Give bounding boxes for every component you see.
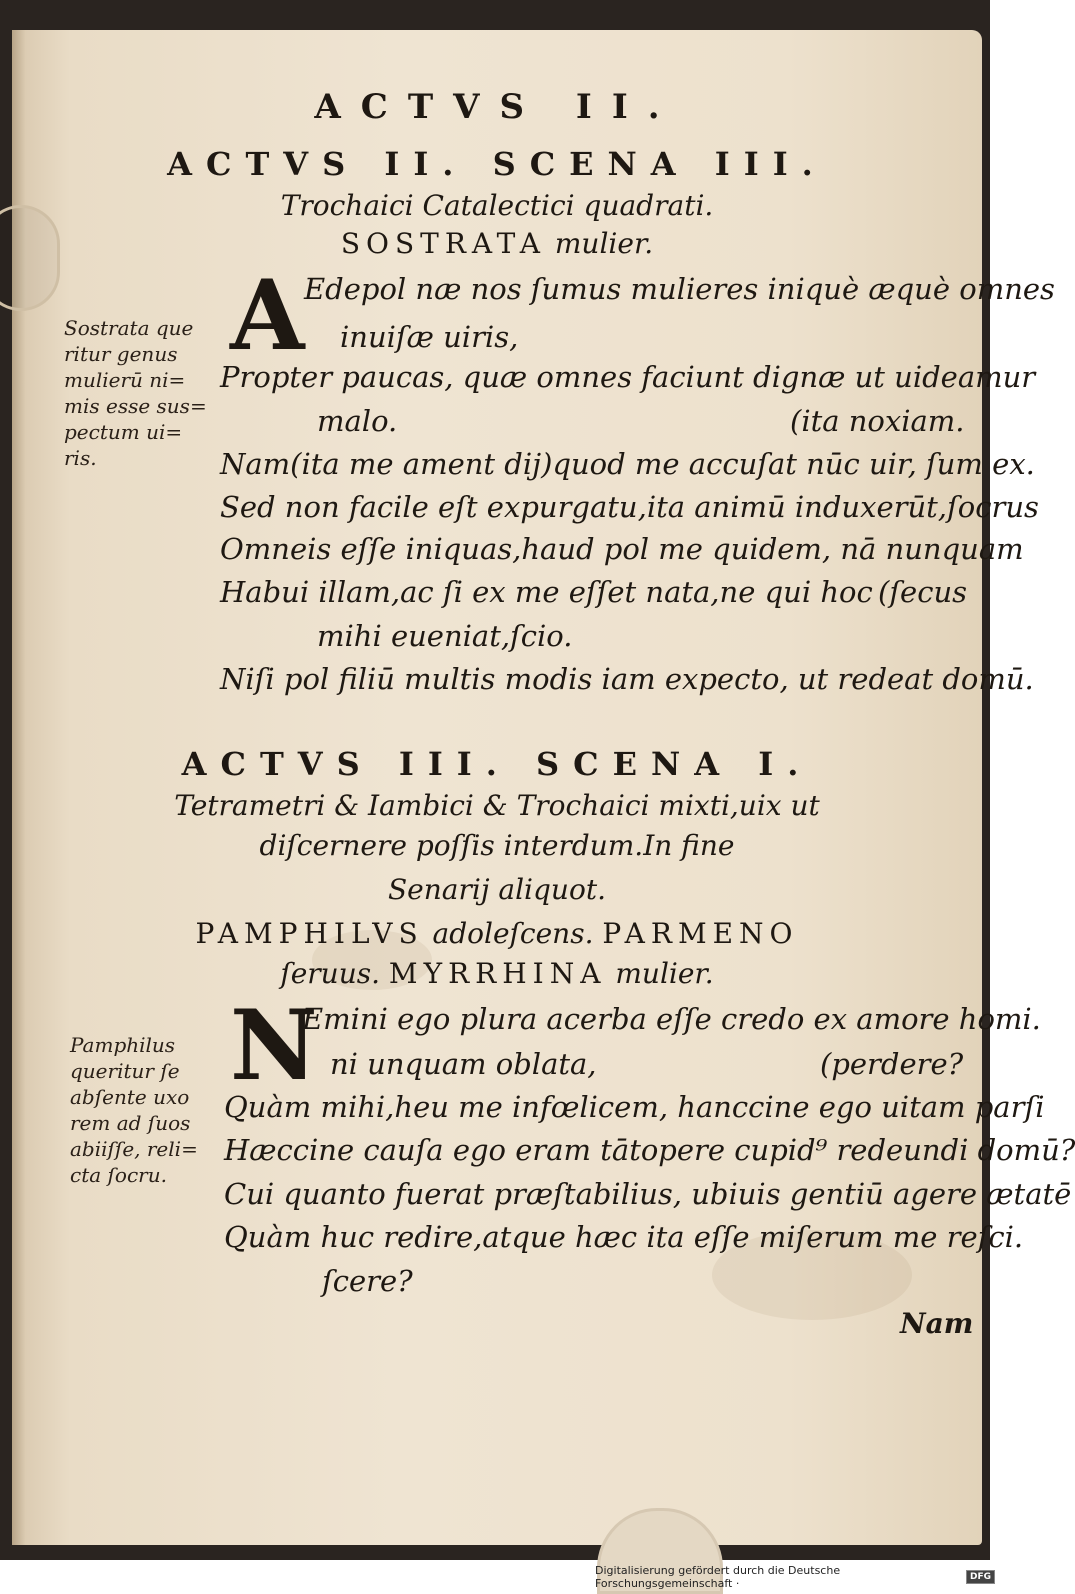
scene1-margin-note: [64, 315, 207, 471]
scene2-persons: [12, 917, 982, 950]
verse-line: Sed non facile eſt expurgatu,ita animū induxerūt,ſocrus: [220, 490, 1039, 524]
book-page: [12, 30, 1075, 1545]
verse-line: Emini ego plura acerba eſſe credo ex amore homi.: [302, 1002, 1041, 1036]
clasp-left: [0, 205, 60, 311]
margin-line: pectum ui=: [64, 420, 183, 444]
footer-text: Digitalisierung gefördert durch die Deutsche Forschungsgemeinschaft ·: [595, 1564, 841, 1590]
verse-line: Nam(ita me ament dij)quod me accuſat nūc uir, ſum ex.: [220, 447, 1035, 481]
scene1-persons: [12, 227, 982, 260]
verse-line: ni unquam oblata,: [330, 1047, 597, 1081]
margin-line: ris.: [64, 446, 97, 470]
verse-line: (ita noxiam.: [790, 404, 965, 438]
verse-line: Habui illam,ac ſi ex me eſſet nata,ne qui hoc: [220, 575, 873, 609]
scene1-meter: Trochaici Catalectici quadrati.: [280, 189, 714, 222]
verse-line: Propter paucas, quæ omnes faciunt dignæ ut uideamur: [220, 360, 1036, 394]
margin-line: Pamphilus: [70, 1033, 176, 1057]
person-name: PAMPHILVS: [195, 917, 424, 950]
margin-line: ritur genus: [64, 342, 178, 366]
margin-line: mulierū ni=: [64, 368, 186, 392]
person-name: MYRRHINA: [388, 957, 607, 990]
speaker-name: SOSTRATA: [340, 227, 546, 260]
margin-line: Sostrata que: [64, 316, 194, 340]
verse-line: Quàm mihi,heu me infœlicem, hanccine ego uitam parſi: [224, 1090, 1045, 1124]
verse-line: inuiſæ uiris,: [340, 320, 519, 354]
verse-line: Edepol næ nos ſumus mulieres iniquè æquè omnes: [304, 272, 1055, 306]
person-role: mulier.: [615, 957, 714, 990]
scene2-persons: [12, 957, 982, 990]
margin-line: abſente uxo: [70, 1085, 190, 1109]
scene2-meter: diſcernere poſſis interdum.In fine: [259, 829, 735, 862]
catchword: Nam: [900, 1307, 974, 1340]
person-role: ſeruus.: [280, 957, 381, 990]
running-head: ACTVS II.: [314, 87, 680, 127]
margin-line: mis esse sus=: [64, 394, 207, 418]
verse-line: mihi eueniat,ſcio.: [317, 619, 573, 653]
dropcap-n: N: [230, 989, 318, 1102]
margin-line: cta ſocru.: [70, 1163, 167, 1187]
verse-line: Hæccine cauſa ego eram tātopere cupid⁹ redeundi domū?: [224, 1133, 1075, 1167]
dfg-logo: DFG: [966, 1570, 995, 1584]
verse-line: Niſi pol filiū multis modis iam expecto, ut redeat domū.: [220, 662, 1034, 696]
dropcap-a: A: [230, 259, 305, 372]
person-role: adoleſcens.: [432, 917, 594, 950]
verse-line: malo.: [317, 404, 398, 438]
scene2-heading: ACTVS III. SCENA I.: [181, 745, 813, 783]
person-name: PARMENO: [602, 917, 799, 950]
scene1-heading: ACTVS II. SCENA III.: [167, 145, 827, 183]
verse-line: Quàm huc redire,atque hæc ita eſſe miſerum me reſci.: [224, 1220, 1024, 1254]
footer-credit: [595, 1564, 995, 1590]
margin-line: queritur ſe: [70, 1059, 180, 1083]
verse-line: Cui quanto fuerat præſtabilius, ubiuis gentiū agere ætatē: [224, 1177, 1072, 1211]
verse-line: Omneis eſſe iniquas,haud pol me quidem, nā nunquam: [220, 532, 1024, 566]
margin-line: rem ad ſuos: [70, 1111, 191, 1135]
scene2-meter: Senarij aliquot.: [388, 873, 606, 906]
scene2-margin-note: [70, 1032, 198, 1188]
verse-line: ſcere?: [322, 1264, 413, 1298]
verse-line: (perdere?: [820, 1047, 964, 1081]
margin-line: abiiſſe, reli=: [70, 1137, 198, 1161]
speaker-role: mulier.: [554, 227, 654, 260]
verse-line: (ſecus: [878, 575, 968, 609]
scene2-meter: Tetrametri & Iambici & Trochaici mixti,uix ut: [174, 789, 820, 822]
